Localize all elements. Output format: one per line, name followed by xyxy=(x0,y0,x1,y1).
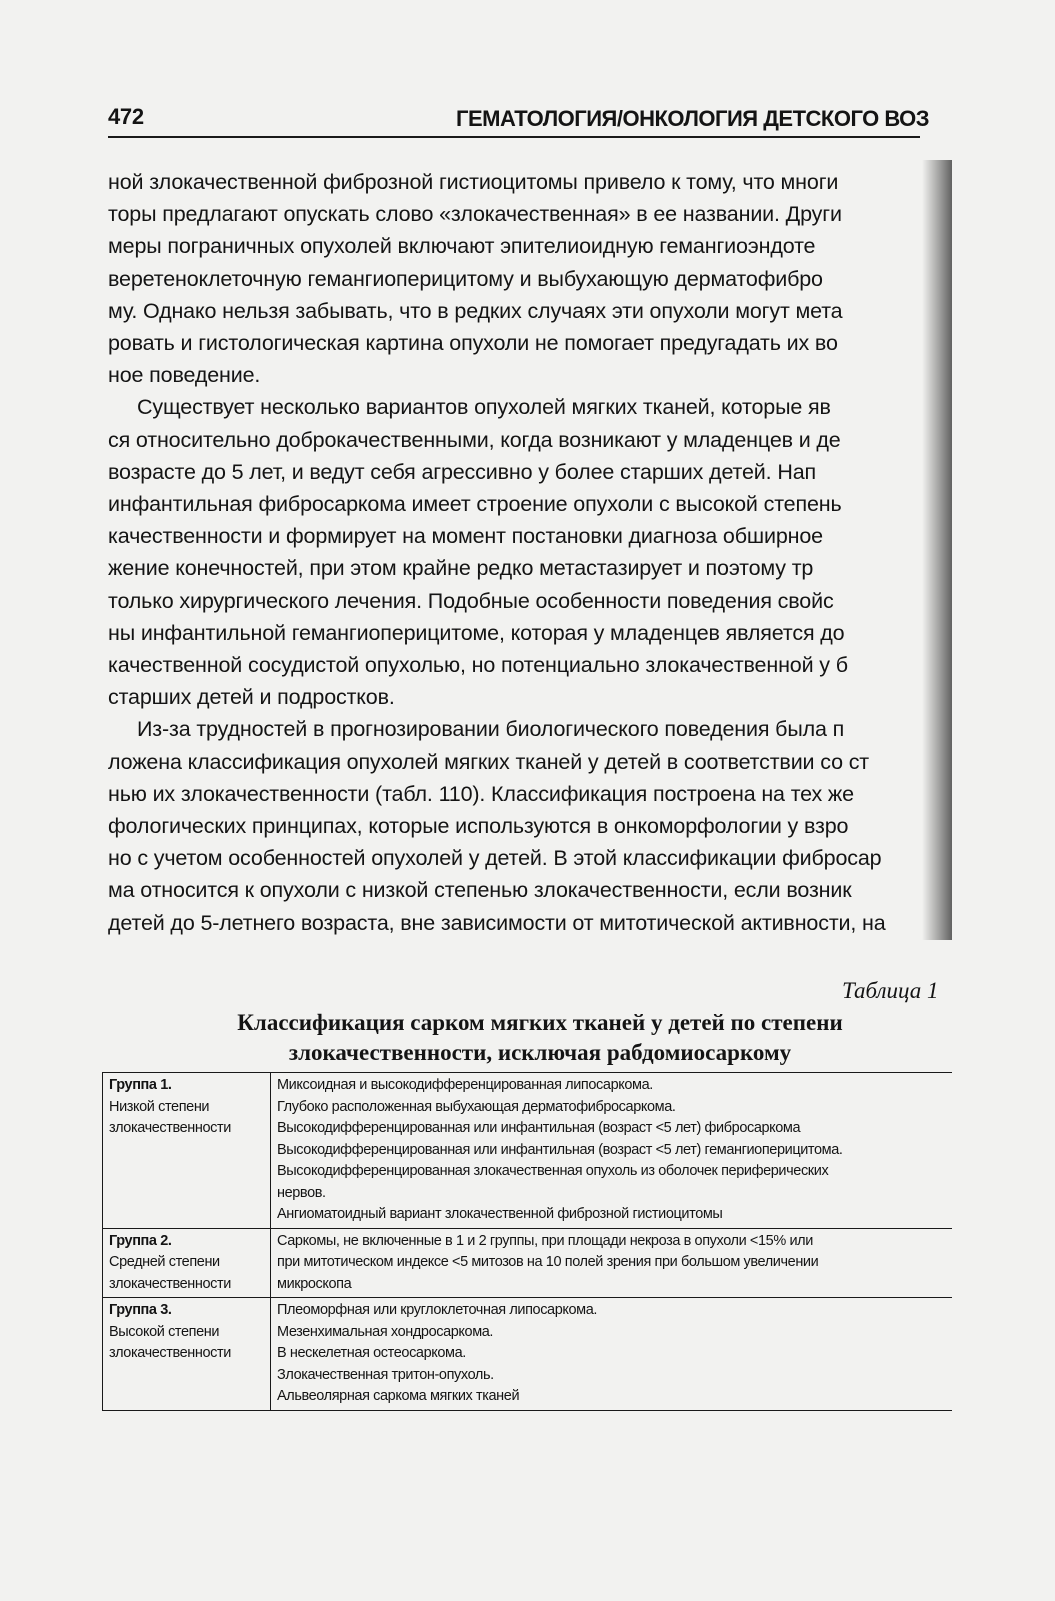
group-cell xyxy=(103,1228,271,1298)
header-rule xyxy=(108,136,920,138)
description-cell xyxy=(271,1073,955,1229)
description-line: Высокодифференцированная злокачественная опухоль из оболочек периферических xyxy=(277,1163,829,1179)
group-cell xyxy=(103,1073,271,1229)
text-line: Существует несколько вариантов опухолей мягких тканей, которые яв xyxy=(137,395,831,420)
description-line: нервов. xyxy=(277,1184,326,1201)
text-line: ложена классификация опухолей мягких тканей у детей в соответствии со ст xyxy=(108,749,870,774)
text-line: ное поведение. xyxy=(108,363,261,388)
description-line: Миксоидная и высокодифференцированная липосаркома. xyxy=(277,1077,653,1093)
group-cell xyxy=(103,1298,271,1411)
page-edge-shadow xyxy=(922,160,952,940)
running-head: ГЕМАТОЛОГИЯ/ОНКОЛОГИЯ ДЕТСКОГО ВОЗ xyxy=(456,106,930,131)
text-line: му. Однако нельзя забывать, что в редких случаях эти опухоли могут мета xyxy=(108,298,843,323)
description-line: Мезенхимальная хондросаркома. xyxy=(277,1323,494,1340)
group-sub: Средней степени xyxy=(109,1254,220,1270)
text-line: ны инфантильной гемангиоперицитоме, которая у младенцев является до xyxy=(108,620,845,645)
text-line: ровать и гистологическая картина опухоли не помогает предугадать их во xyxy=(108,331,838,356)
paragraph-3 xyxy=(108,713,953,938)
description-line: Саркомы, не включенные в 1 и 2 группы, при площади некроза в опухоли <15% или xyxy=(277,1232,813,1249)
text-line: Из-за трудностей в прогнозировании биологического поведения была п xyxy=(137,717,845,742)
paragraph-2 xyxy=(108,391,953,713)
description-cell xyxy=(271,1228,955,1298)
paragraph-1 xyxy=(108,166,953,391)
text-line: только хирургического лечения. Подобные особенности поведения свойс xyxy=(108,588,834,613)
classification-table xyxy=(102,1072,954,1411)
text-line: качественной сосудистой опухолью, но потенциально злокачественной у б xyxy=(108,653,848,678)
table-row xyxy=(103,1298,955,1411)
description-line: Высокодифференцированная или инфантильная (возраст <5 лет) гемангиоперицитома. xyxy=(277,1141,843,1158)
table-title xyxy=(150,1008,930,1068)
table-label: Таблица 1 xyxy=(842,978,939,1003)
group-sub: Высокой степени xyxy=(109,1323,220,1340)
group-name: Группа 3. xyxy=(109,1302,172,1318)
description-line: Злокачественная тритон-опухоль. xyxy=(277,1366,494,1383)
table-title-line: Классификация сарком мягких тканей у детей по степени xyxy=(237,1010,843,1035)
text-line: качественности и формирует на момент постановки диагноза обширное xyxy=(108,524,823,549)
text-line: инфантильная фибросаркома имеет строение опухоли с высокой степень xyxy=(108,492,842,517)
description-line: Высокодифференцированная или инфантильная (возраст <5 лет) фибросаркома xyxy=(277,1120,801,1136)
text-line: меры пограничных опухолей включают эпителиоидную гемангиоэндоте xyxy=(108,234,816,259)
description-line: В нескелетная остеосаркома. xyxy=(277,1345,466,1361)
table-row xyxy=(103,1073,955,1229)
group-sub: Низкой степени xyxy=(109,1098,210,1115)
text-line: детей до 5-летнего возраста, вне зависимости от митотической активности, на xyxy=(108,910,886,935)
group-name: Группа 2. xyxy=(109,1232,172,1249)
text-line: но с учетом особенностей опухолей у детей. В этой классификации фибросар xyxy=(108,846,882,871)
description-line: Плеоморфная или круглоклеточная липосаркома. xyxy=(277,1302,597,1318)
table-title-line: злокачественности, исключая рабдомиосаркому xyxy=(288,1040,792,1065)
group-sub: злокачественности xyxy=(109,1120,231,1136)
description-line: при митотическом индексе <5 митозов на 10 полей зрения при большом увеличении xyxy=(277,1254,819,1270)
right-margin xyxy=(952,0,1055,1601)
text-line: веретеноклеточную гемангиоперицитому и выбухающую дерматофибро xyxy=(108,266,823,291)
text-line: нью их злокачественности (табл. 110). Классификация построена на тех же xyxy=(108,781,854,806)
group-name: Группа 1. xyxy=(109,1077,172,1093)
page-number: 472 xyxy=(108,104,144,129)
group-sub: злокачественности xyxy=(109,1345,231,1361)
description-line: Глубоко расположенная выбухающая дерматофибросаркома. xyxy=(277,1098,676,1115)
text-line: ма относится к опухоли с низкой степенью злокачественности, если возник xyxy=(108,878,852,903)
description-line: Ангиоматоидный вариант злокачественной фиброзной гистиоцитомы xyxy=(277,1206,723,1222)
description-line: Альвеолярная саркома мягких тканей xyxy=(277,1388,520,1404)
text-line: фологических принципах, которые используются в онкоморфологии у взро xyxy=(108,814,849,839)
text-line: ся относительно доброкачественными, когда возникают у младенцев и де xyxy=(108,427,841,452)
description-line: микроскопа xyxy=(277,1275,352,1292)
text-line: старших детей и подростков. xyxy=(108,685,395,710)
table-row xyxy=(103,1228,955,1298)
body-text xyxy=(108,166,953,939)
text-line: возрасте до 5 лет, и ведут себя агрессивно у более старших детей. Нап xyxy=(108,459,816,484)
text-line: ной злокачественной фиброзной гистиоцитомы привело к тому, что многи xyxy=(108,170,839,194)
group-sub: злокачественности xyxy=(109,1275,231,1292)
text-line: жение конечностей, при этом крайне редко метастазирует и поэтому тр xyxy=(108,556,814,581)
description-cell xyxy=(271,1298,955,1411)
text-line: торы предлагают опускать слово «злокачественная» в ее названии. Други xyxy=(108,202,842,227)
